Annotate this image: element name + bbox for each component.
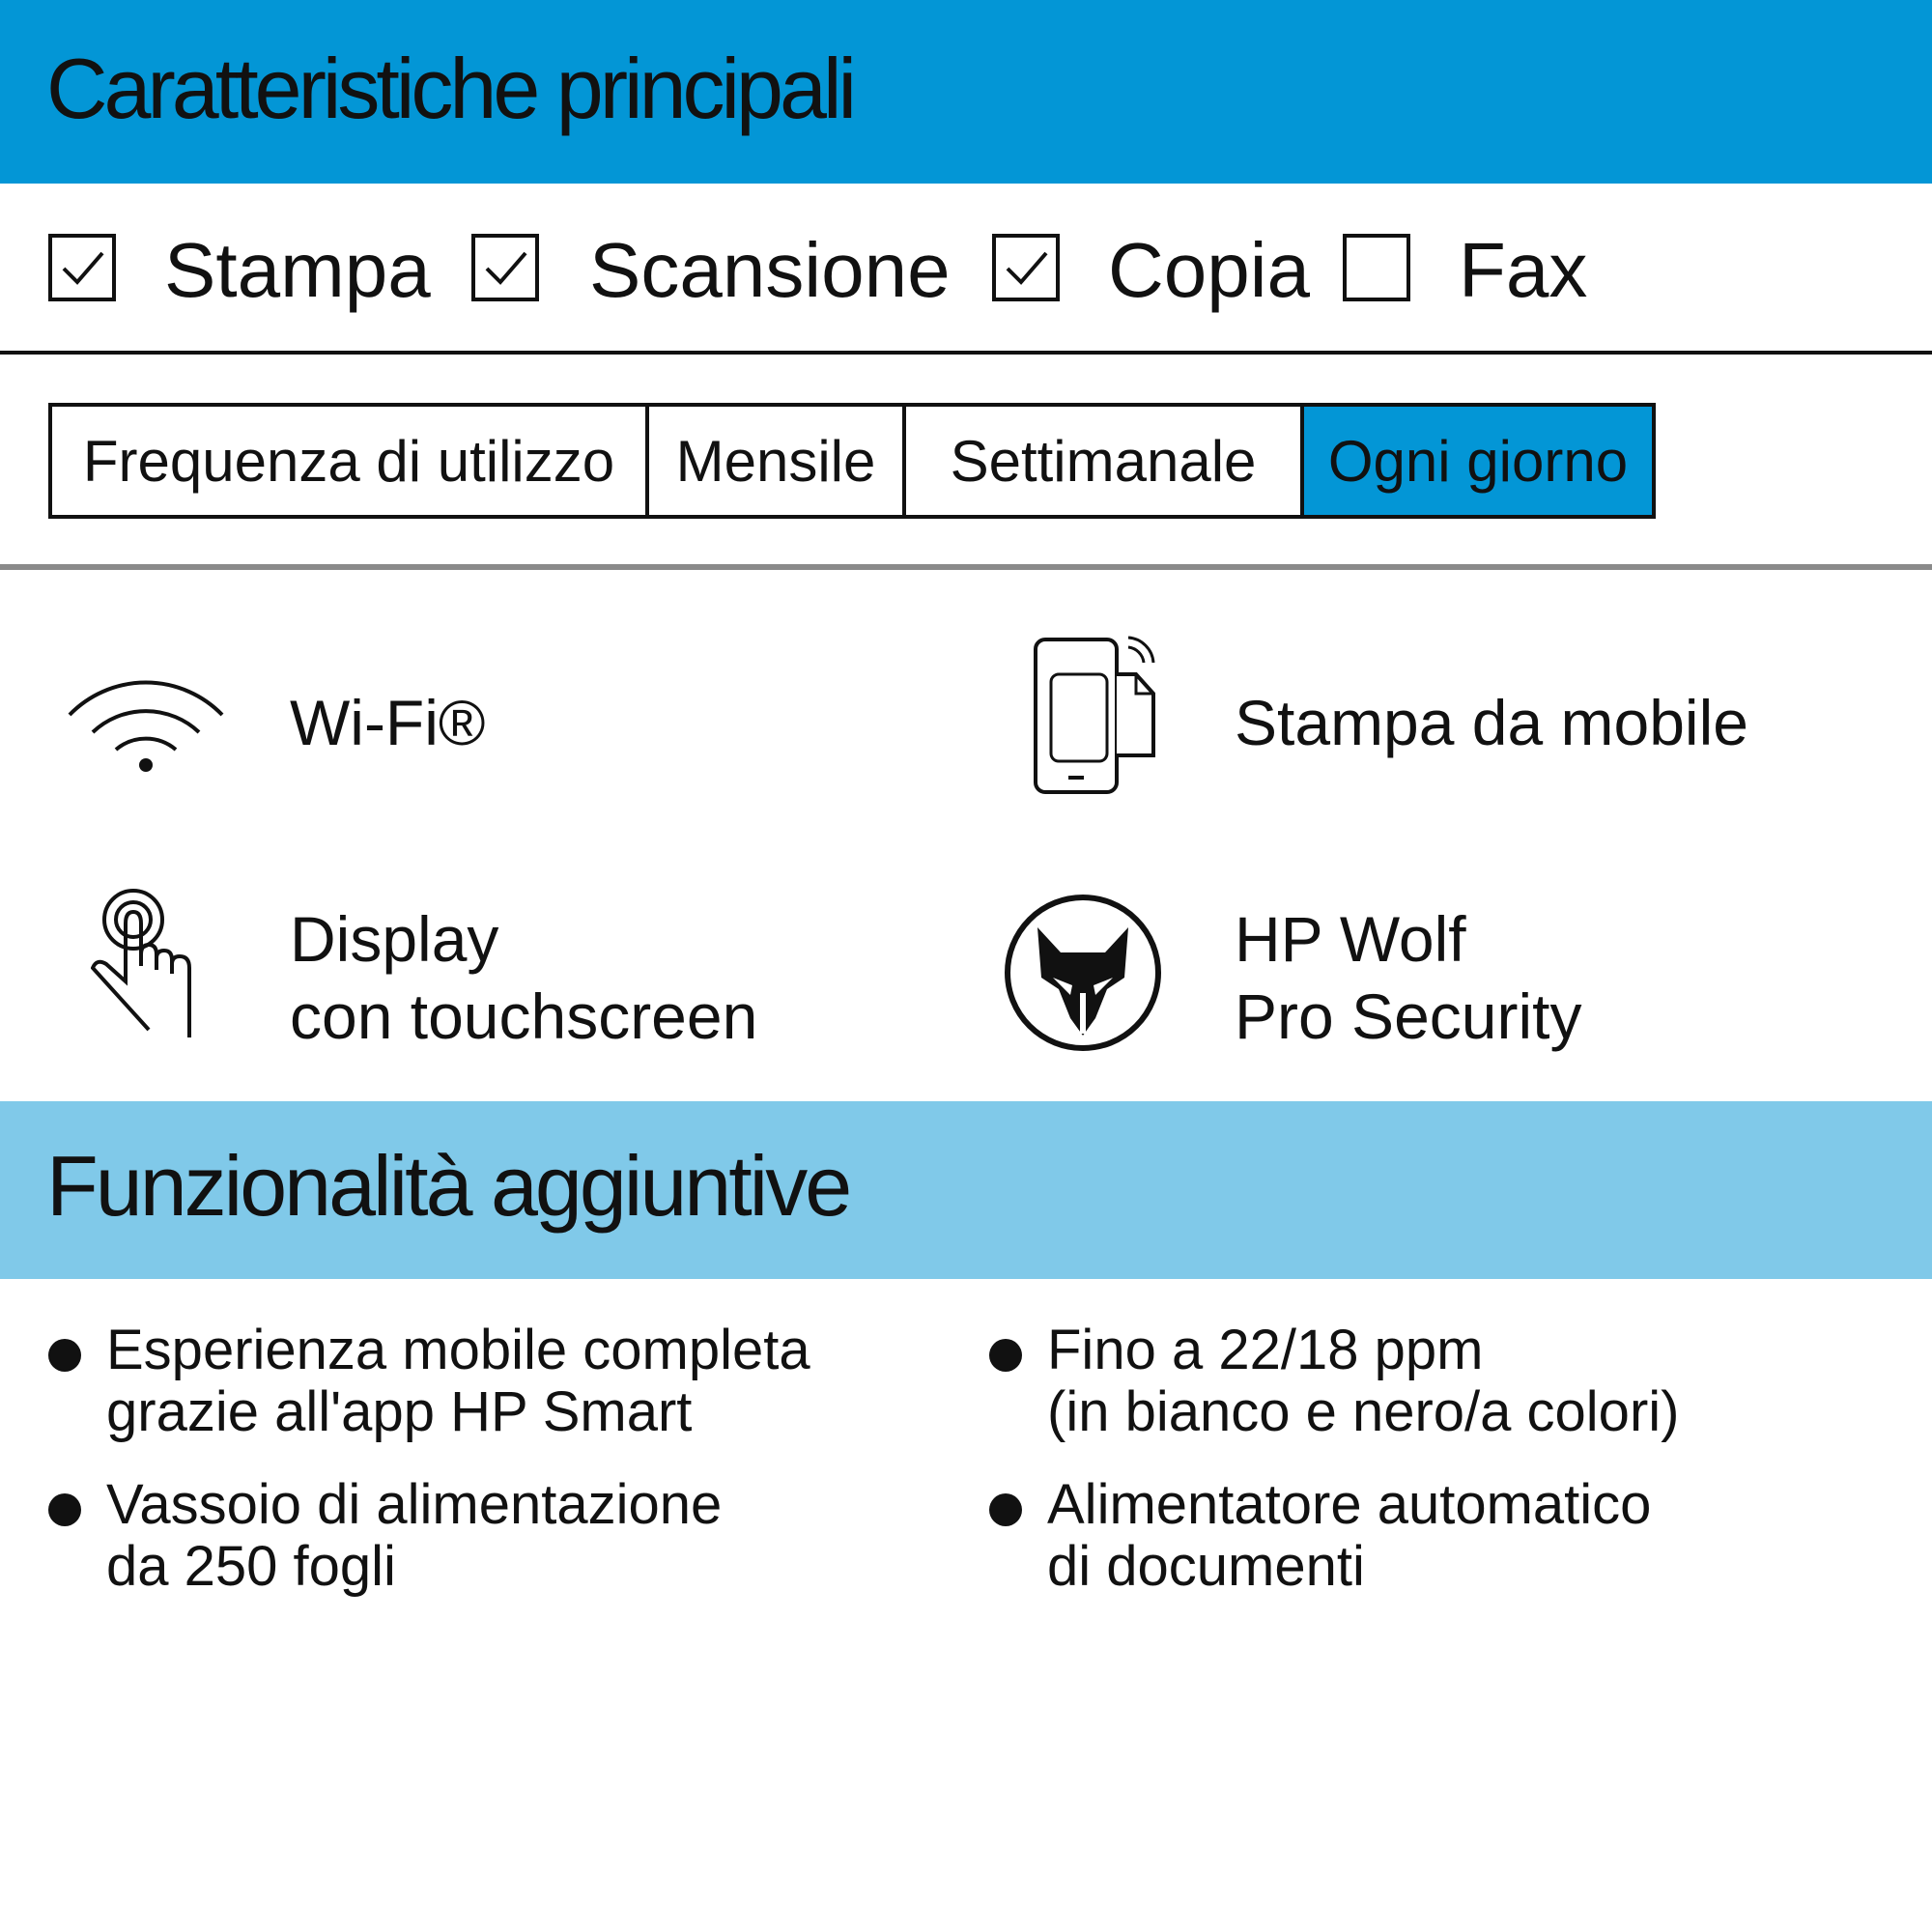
check-icon <box>1002 243 1052 294</box>
mobile-print-icon <box>1032 636 1157 805</box>
feature-label: Pro Security <box>1235 980 1582 1052</box>
feature-label: Stampa da mobile <box>1235 687 1748 758</box>
feature-label: Display <box>290 903 499 975</box>
checkbox-scansione[interactable] <box>471 234 539 301</box>
function-label: Scansione <box>589 227 951 313</box>
checkbox-fax[interactable] <box>1343 234 1410 301</box>
divider <box>0 351 1932 355</box>
usage-label: Frequenza di utilizzo <box>52 407 649 515</box>
check-icon <box>58 243 108 294</box>
function-label: Fax <box>1459 227 1588 313</box>
wolf-shield-icon <box>1003 893 1163 1058</box>
bullet-text: Fino a 22/18 ppm <box>1047 1319 1484 1381</box>
feature-wifi <box>0 638 966 811</box>
checkbox-copia[interactable] <box>992 234 1060 301</box>
feature-wolf-security <box>966 879 1932 1053</box>
functions-row <box>0 227 1932 313</box>
function-label: Copia <box>1108 227 1311 313</box>
header-bar <box>0 0 1932 184</box>
usage-option-settimanale[interactable]: Settimanale <box>906 407 1304 515</box>
checkbox-stampa[interactable] <box>48 234 116 301</box>
bullet-text: grazie all'app HP Smart <box>106 1380 693 1443</box>
bullet-text: Vassoio di alimentazione <box>106 1473 723 1536</box>
bullet-icon <box>48 1493 81 1526</box>
bullet-icon <box>989 1493 1022 1526</box>
bullet-text: Esperienza mobile completa <box>106 1319 810 1381</box>
feature-label: HP Wolf <box>1235 903 1466 975</box>
usage-option-ogni-giorno[interactable]: Ogni giorno <box>1304 407 1652 515</box>
bullet-text: da 250 fogli <box>106 1535 396 1598</box>
feature-label: con touchscreen <box>290 980 758 1052</box>
feature-mobile-print <box>966 628 1932 802</box>
page-title: Caratteristiche principali <box>46 41 854 136</box>
touch-icon <box>91 885 207 1044</box>
usage-option-mensile[interactable]: Mensile <box>649 407 906 515</box>
bullet-text: Alimentatore automatico <box>1047 1473 1652 1536</box>
bullet-icon <box>48 1339 81 1372</box>
bullet-text: (in bianco e nero/a colori) <box>1047 1380 1680 1443</box>
bullet-icon <box>989 1339 1022 1372</box>
additional-features-bar <box>0 1101 1932 1279</box>
feature-touchscreen <box>0 879 966 1053</box>
wifi-icon <box>64 667 228 778</box>
usage-frequency-control <box>48 403 1656 519</box>
section-title: Funzionalità aggiuntive <box>46 1138 850 1234</box>
check-icon <box>481 243 531 294</box>
function-label: Stampa <box>164 227 431 313</box>
bullet-text: di documenti <box>1047 1535 1365 1598</box>
divider <box>0 564 1932 570</box>
feature-label: Wi-Fi® <box>290 687 486 758</box>
